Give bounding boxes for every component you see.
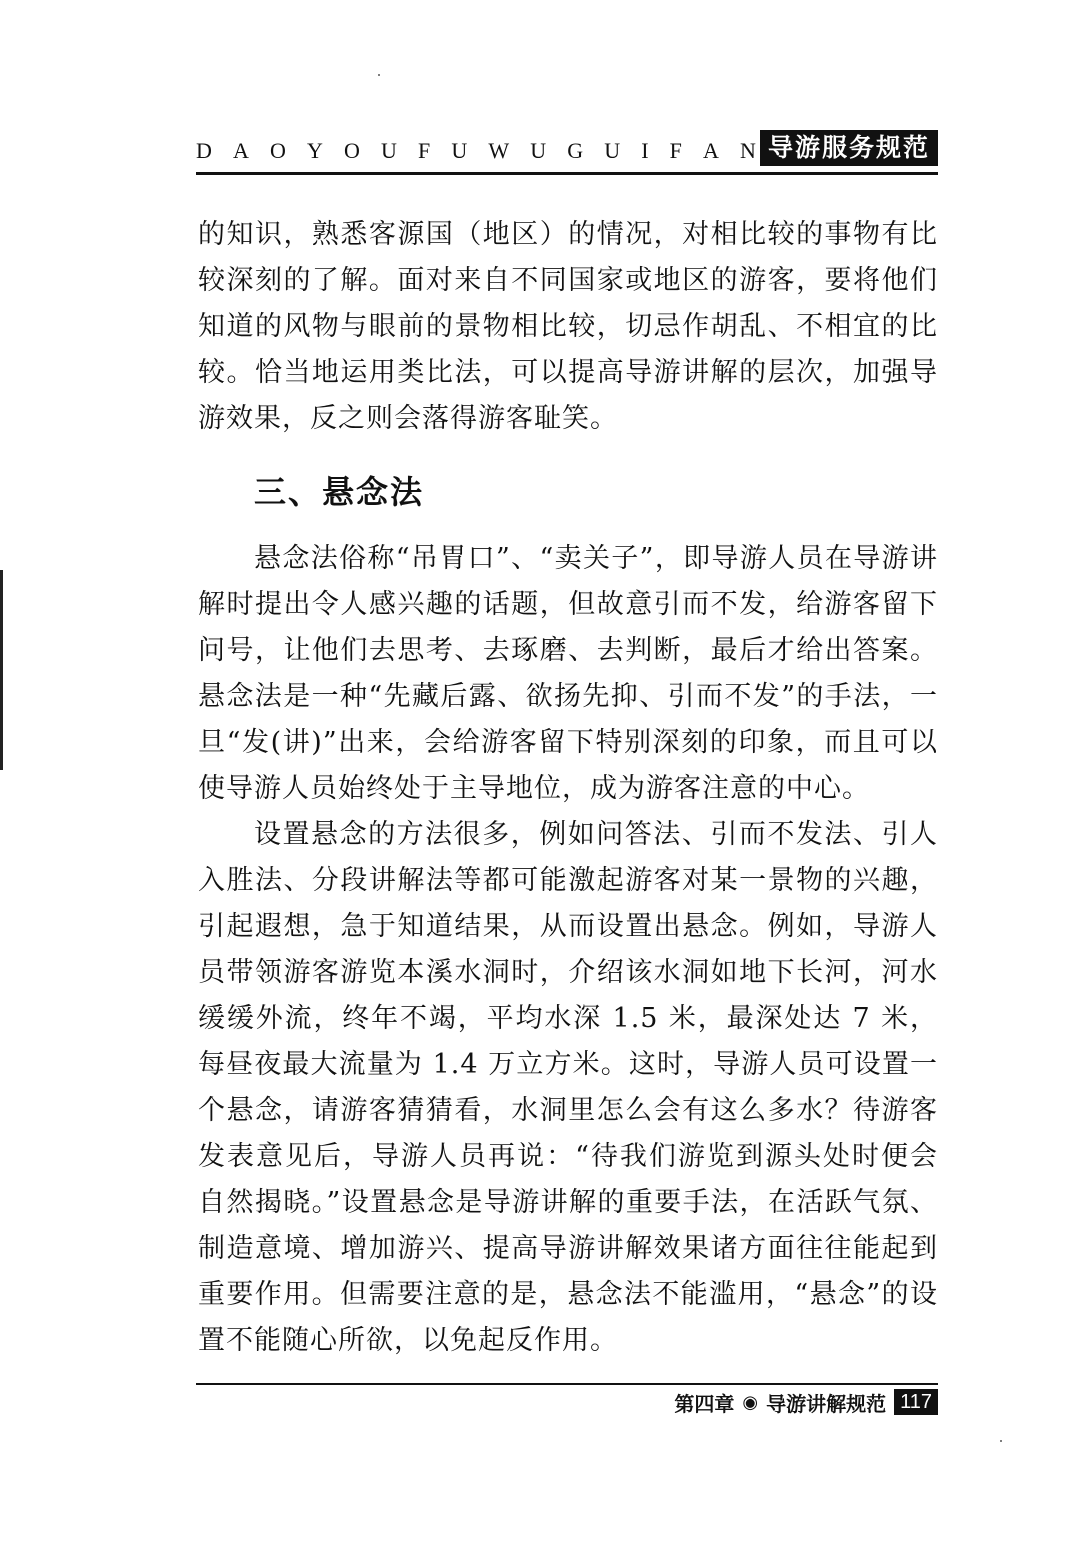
intro-paragraph: 的知识，熟悉客源国（地区）的情况，对相比较的事物有比较深刻的了解。面对来自不同国家或地区的游客，要将他们知道的风物与眼前的景物相比较，切忌作胡乱、不相宜的比较。恰当地运用类比法，可以提高导游讲解的层次，加强导游效果，反之则会落得游客耻笑。 bbox=[198, 219, 938, 434]
book-title: 导游服务规范 bbox=[760, 130, 938, 166]
header-letter: U bbox=[530, 138, 547, 163]
header-pinyin bbox=[196, 138, 756, 164]
header-letter: W bbox=[488, 138, 510, 163]
header-letter: A bbox=[703, 138, 719, 163]
page-number: 117 bbox=[894, 1389, 938, 1415]
bullet-icon: ◉ bbox=[742, 1391, 759, 1413]
header-letter: Y bbox=[307, 138, 323, 163]
running-footer bbox=[674, 1387, 938, 1417]
header-letter: U bbox=[451, 138, 468, 163]
header-letter: U bbox=[381, 138, 397, 163]
header-letter: D bbox=[196, 138, 212, 163]
header-letter: F bbox=[418, 138, 431, 163]
page-body bbox=[198, 212, 938, 1364]
header-letter: U bbox=[604, 138, 621, 163]
page-edge-shadow bbox=[0, 570, 3, 770]
header-letter: A bbox=[233, 138, 249, 163]
scan-speck bbox=[378, 74, 380, 76]
header-rule bbox=[196, 172, 938, 175]
scan-speck bbox=[1000, 1440, 1002, 1442]
chapter-label: 第四章 bbox=[674, 1391, 735, 1416]
chapter-title: 导游讲解规范 bbox=[766, 1391, 887, 1416]
header-letter: I bbox=[641, 138, 649, 163]
header-letter: O bbox=[270, 138, 286, 163]
header-letter: G bbox=[567, 138, 584, 163]
header-letter: O bbox=[344, 138, 360, 163]
header-letter: N bbox=[740, 138, 756, 163]
header-letter: F bbox=[669, 138, 682, 163]
body-paragraph-1: 悬念法俗称“吊胃口”、“卖关子”，即导游人员在导游讲解时提出令人感兴趣的话题，但故意引而不发，给游客留下问号，让他们去思考、去琢磨、去判断，最后才给出答案。悬念法是一种“先藏后露、欲扬先抑、引而不发”的手法，一旦“发(讲)”出来，会给游客留下特别深刻的印象，而且可以使导游人员始终处于主导地位，成为游客注意的中心。 bbox=[198, 543, 938, 804]
body-paragraph-2: 设置悬念的方法很多，例如问答法、引而不发法、引人入胜法、分段讲解法等都可能激起游客对某一景物的兴趣，引起遐想，急于知道结果，从而设置出悬念。例如，导游人员带领游客游览本溪水洞时，介绍该水洞如地下长河，河水缓缓外流，终年不竭，平均水深 1.5 米，最深处达 7 米，每昼夜最大流量为 1.4 万立方米。这时，导游人员可设置一个悬念，请游客猜猜看，水洞里怎么会有这么多水？待游客发表意见后，导游人员再说：“待我们游览到源头处时便会自然揭晓。”设置悬念是导游讲解的重要手法，在活跃气氛、制造意境、增加游兴、提高导游讲解效果诸方面往往能起到重要作用。但需要注意的是，悬念法不能滥用，“悬念”的设置不能随心所欲，以免起反作用。 bbox=[198, 819, 938, 1356]
running-header bbox=[196, 130, 938, 170]
section-heading: 三、悬念法 bbox=[254, 473, 425, 511]
footer-rule bbox=[196, 1383, 938, 1385]
